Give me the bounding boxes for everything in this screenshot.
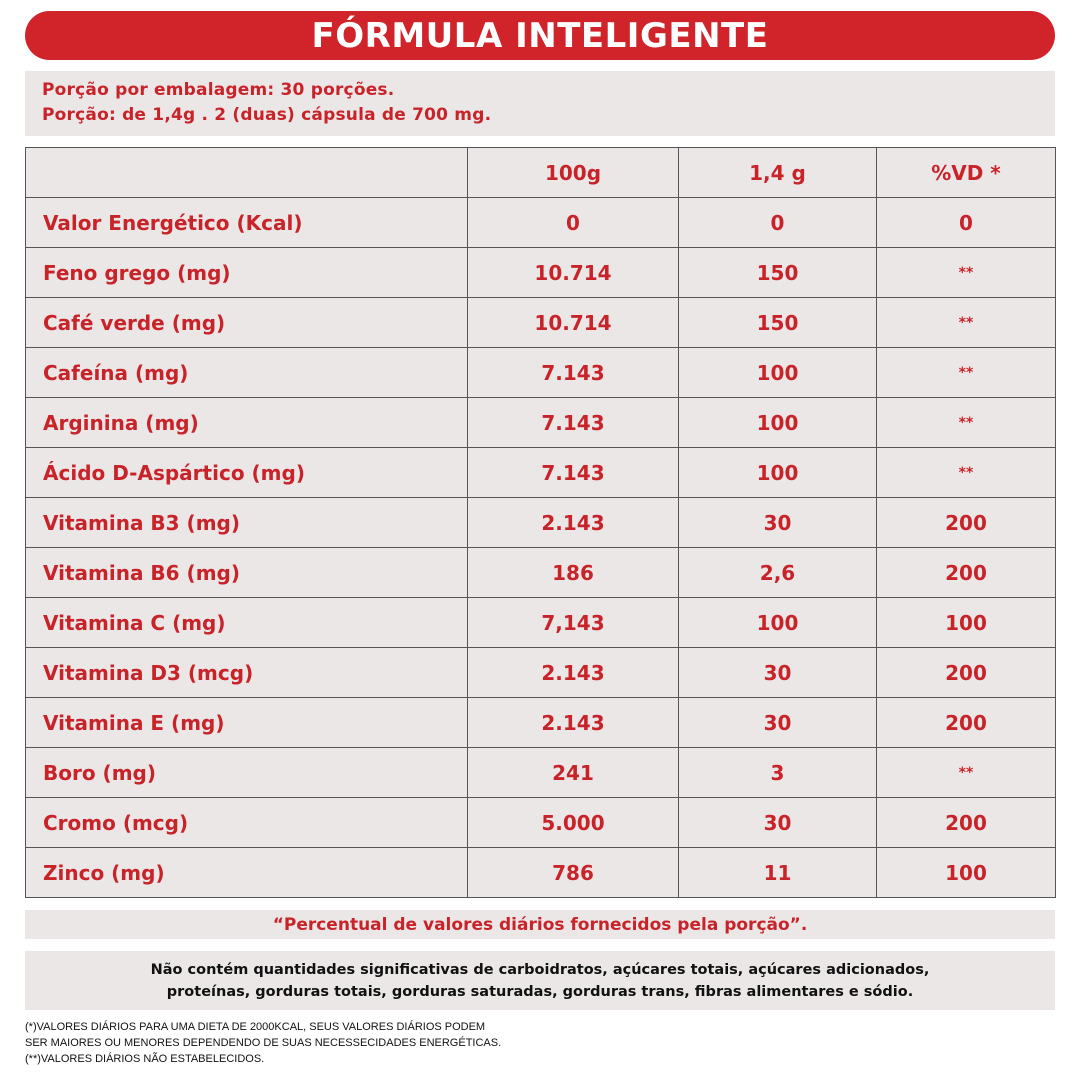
value-daily-percent: 200 <box>877 698 1056 748</box>
legal-line-3: (**)VALORES DIÁRIOS NÃO ESTABELECIDOS. <box>25 1053 265 1065</box>
value-daily-percent: ** <box>877 398 1056 448</box>
table-row <box>26 798 1056 848</box>
value-per-100g: 2.143 <box>468 698 679 748</box>
nutrient-name: Ácido D-Aspártico (mg) <box>26 448 468 498</box>
nutrient-name: Café verde (mg) <box>26 298 468 348</box>
value-per-100g: 241 <box>468 748 679 798</box>
value-per-serving: 100 <box>679 448 877 498</box>
table-row <box>26 348 1056 398</box>
value-daily-percent: ** <box>877 348 1056 398</box>
value-per-serving: 100 <box>679 398 877 448</box>
value-per-serving: 30 <box>679 698 877 748</box>
table-row <box>26 198 1056 248</box>
value-per-serving: 100 <box>679 348 877 398</box>
servings-per-package: Porção por embalagem: 30 porções. <box>42 80 395 100</box>
table-row <box>26 648 1056 698</box>
value-per-serving: 11 <box>679 848 877 898</box>
value-per-100g: 0 <box>468 198 679 248</box>
nutrition-table <box>25 147 1056 898</box>
nutrient-name: Valor Energético (Kcal) <box>26 198 468 248</box>
table-row <box>26 748 1056 798</box>
value-per-100g: 186 <box>468 548 679 598</box>
value-per-serving: 150 <box>679 248 877 298</box>
value-per-100g: 10.714 <box>468 298 679 348</box>
value-daily-percent: ** <box>877 448 1056 498</box>
value-daily-percent: 200 <box>877 548 1056 598</box>
value-daily-percent: 100 <box>877 848 1056 898</box>
header-daily-value: %VD * <box>877 148 1056 198</box>
value-per-serving: 2,6 <box>679 548 877 598</box>
legal-line-2: SER MAIORES OU MENORES DEPENDENDO DE SUAS NECESSECIDADES ENERGÉTICAS. <box>25 1037 502 1049</box>
nutrient-name: Zinco (mg) <box>26 848 468 898</box>
footnote-text: “Percentual de valores diários fornecidos pela porção”. <box>272 914 808 935</box>
nutrient-name: Vitamina D3 (mcg) <box>26 648 468 698</box>
table-row <box>26 398 1056 448</box>
table-header-row <box>26 148 1056 198</box>
value-per-serving: 30 <box>679 798 877 848</box>
nutrient-name: Vitamina E (mg) <box>26 698 468 748</box>
table-row <box>26 598 1056 648</box>
value-daily-percent: 200 <box>877 798 1056 848</box>
value-per-serving: 30 <box>679 498 877 548</box>
value-per-100g: 7.143 <box>468 348 679 398</box>
table-row <box>26 848 1056 898</box>
value-per-100g: 5.000 <box>468 798 679 848</box>
value-daily-percent: 200 <box>877 648 1056 698</box>
serving-info <box>25 71 1055 136</box>
header-per-100g: 100g <box>468 148 679 198</box>
value-per-100g: 786 <box>468 848 679 898</box>
nutrient-name: Cafeína (mg) <box>26 348 468 398</box>
table-row <box>26 548 1056 598</box>
legal-line-1: (*)VALORES DIÁRIOS PARA UMA DIETA DE 2000KCAL, SEUS VALORES DIÁRIOS PODEM <box>25 1021 486 1033</box>
value-per-100g: 2.143 <box>468 498 679 548</box>
value-daily-percent: ** <box>877 248 1056 298</box>
value-daily-percent: 200 <box>877 498 1056 548</box>
nutrient-name: Cromo (mcg) <box>26 798 468 848</box>
header-nutrient <box>26 148 468 198</box>
nutrient-name: Arginina (mg) <box>26 398 468 448</box>
nutrient-notice <box>25 951 1055 1010</box>
nutrient-name: Boro (mg) <box>26 748 468 798</box>
serving-size: Porção: de 1,4g . 2 (duas) cápsula de 700 mg. <box>42 105 492 125</box>
value-per-serving: 100 <box>679 598 877 648</box>
value-daily-percent: 0 <box>877 198 1056 248</box>
legal-notes <box>25 1019 785 1067</box>
daily-value-footnote <box>25 910 1055 939</box>
value-per-100g: 7.143 <box>468 398 679 448</box>
table-row <box>26 248 1056 298</box>
nutrient-name: Vitamina C (mg) <box>26 598 468 648</box>
value-per-100g: 2.143 <box>468 648 679 698</box>
value-per-100g: 7.143 <box>468 448 679 498</box>
header-per-serving: 1,4 g <box>679 148 877 198</box>
nutrient-name: Vitamina B6 (mg) <box>26 548 468 598</box>
value-daily-percent: 100 <box>877 598 1056 648</box>
nutrient-name: Feno grego (mg) <box>26 248 468 298</box>
value-per-100g: 10.714 <box>468 248 679 298</box>
value-per-serving: 0 <box>679 198 877 248</box>
title-banner <box>25 11 1055 60</box>
value-daily-percent: ** <box>877 298 1056 348</box>
value-daily-percent: ** <box>877 748 1056 798</box>
value-per-100g: 7,143 <box>468 598 679 648</box>
page-title: FÓRMULA INTELIGENTE <box>311 15 769 56</box>
notice-line-1: Não contém quantidades significativas de carboidratos, açúcares totais, açúcares adicionados, <box>150 961 930 978</box>
table-row <box>26 448 1056 498</box>
value-per-serving: 30 <box>679 648 877 698</box>
nutrient-name: Vitamina B3 (mg) <box>26 498 468 548</box>
value-per-serving: 3 <box>679 748 877 798</box>
table-row <box>26 698 1056 748</box>
notice-line-2: proteínas, gorduras totais, gorduras saturadas, gorduras trans, fibras alimentares e sódio. <box>166 983 914 1000</box>
value-per-serving: 150 <box>679 298 877 348</box>
table-row <box>26 298 1056 348</box>
table-row <box>26 498 1056 548</box>
